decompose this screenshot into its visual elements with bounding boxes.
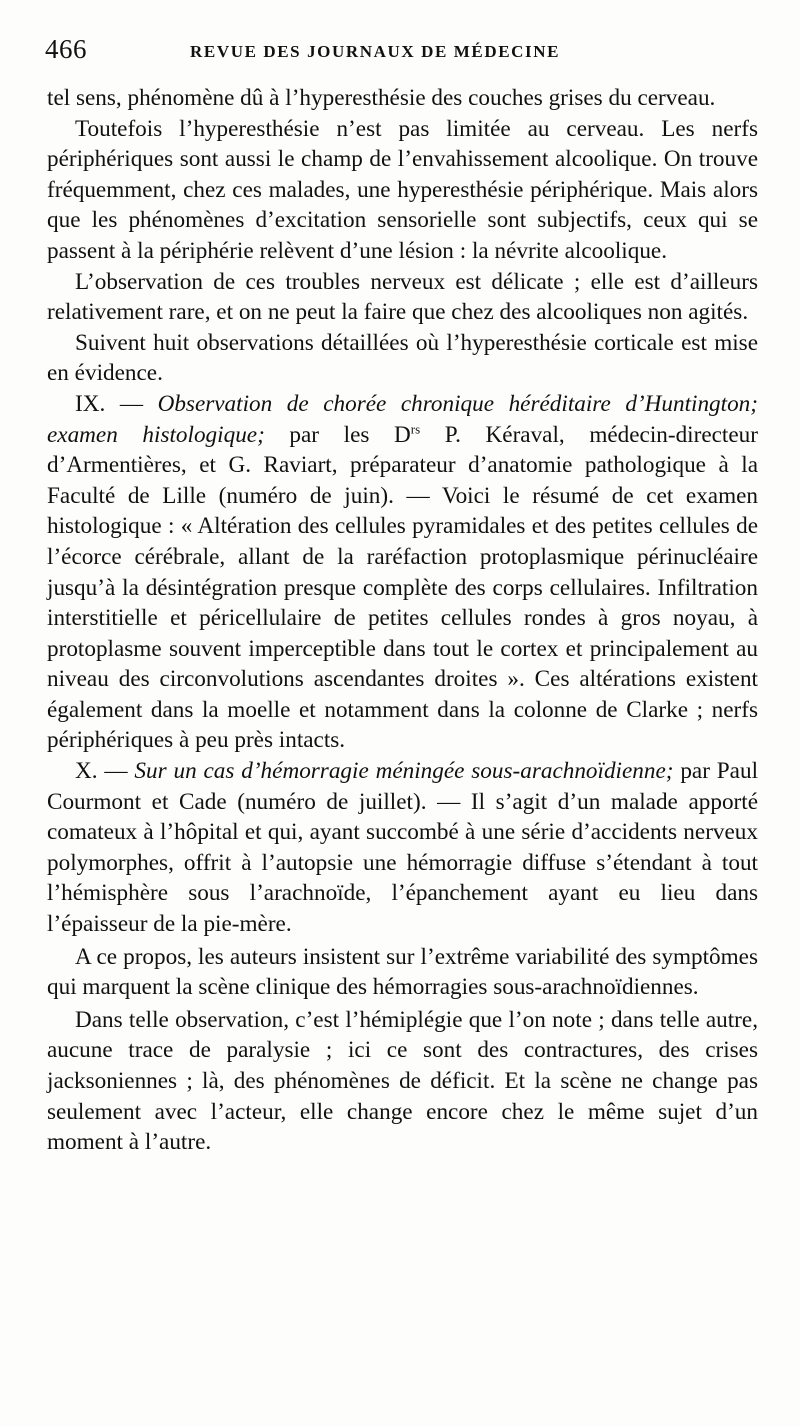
entry-text: par Paul Courmont et Cade (numéro de juillet). — Il s’agit d’un malade apporté comateux à l’hôpital et qui, ayant succombé à une série d’accidents nerveux polymorphes, offrit à l’autopsie une hémorragie diffuse s’étendant à tout l’hémisphère sous l’arachnoïde, l’épanchement ayant eu lieu dans l’épaisseur de la pie-mère. [47, 758, 759, 938]
entry-by: par les D [264, 421, 411, 448]
body-text [47, 83, 758, 1158]
paragraph: Suivent huit observations détaillées où l’hyperesthésie corticale est mise en évidence. [47, 329, 758, 387]
review-entry-x [47, 756, 758, 940]
paragraph: L’observation de ces troubles nerveux est délicate ; elle est d’ailleurs relativement rare, et on ne peut la faire que chez des alcooliques non agités. [47, 268, 758, 326]
entry-number: X. — [75, 758, 135, 785]
entry-title: Observation de chorée chronique héréditaire d’Huntington; examen histologique; [47, 390, 758, 448]
paragraph: Toutefois l’hyperesthésie n’est pas limitée au cerveau. Les nerfs périphériques sont aussi le champ de l’envahissement alcoolique. On trouve fréquemment, chez ces malades, une hyperesthésie périphérique. Mais alors que les phénomènes d’excitation sensorielle sont subjectifs, ceux qui se passent à la périphérie relèvent d’une lésion : la névrite alcoolique. [47, 115, 758, 264]
paragraph: Dans telle observation, c’est l’hémiplégie que l’on note ; dans telle autre, aucune trace de paralysie ; ici ce sont des contractures, des crises jacksoniennes ; là, des phénomènes de déficit. Et la scène ne change pas seulement avec l’acteur, elle change encore chez le même sujet d’un moment à l’autre. [47, 1006, 758, 1156]
running-head: REVUE DES JOURNAUX DE MÉDECINE [190, 42, 561, 61]
paragraph: A ce propos, les auteurs insistent sur l’extrême variabilité des symptômes qui marquent la scène clinique des hémorragies sous-arachnoïdiennes. [47, 943, 758, 1001]
entry-title: Sur un cas d’hémorragie méningée sous-arachnoïdienne; [134, 758, 674, 785]
paragraph: tel sens, phénomène dû à l’hyperesthésie des couches grises du cerveau. [47, 85, 716, 111]
entry-sup: rs [410, 420, 421, 436]
entry-number: IX. — [75, 390, 158, 417]
page-header [45, 34, 765, 74]
page-number: 466 [45, 34, 87, 64]
review-entry-ix [47, 389, 758, 756]
entry-text: P. Kéraval, médecin-directeur d’Armentières, et G. Raviart, préparateur d’anatomie pathologique à la Faculté de Lille (numéro de juin). — Voici le résumé de cet examen histologique : « Altération des cellules pyramidales et des petites cellules de l’écorce cérébrale, allant de la raréfaction protoplasmique périnucléaire jusqu’à la désintégration presque complète des corps cellulaires. Infiltration interstitielle et péricellulaire de petites cellules rondes à gros noyau, à protoplasme souvent imperceptible dans tout le cortex et principalement au niveau des circonvolutions ascendantes droites ». Ces altérations existent également dans la moelle et notamment dans la colonne de Clarke ; nerfs périphériques à peu près intacts. [47, 421, 758, 754]
